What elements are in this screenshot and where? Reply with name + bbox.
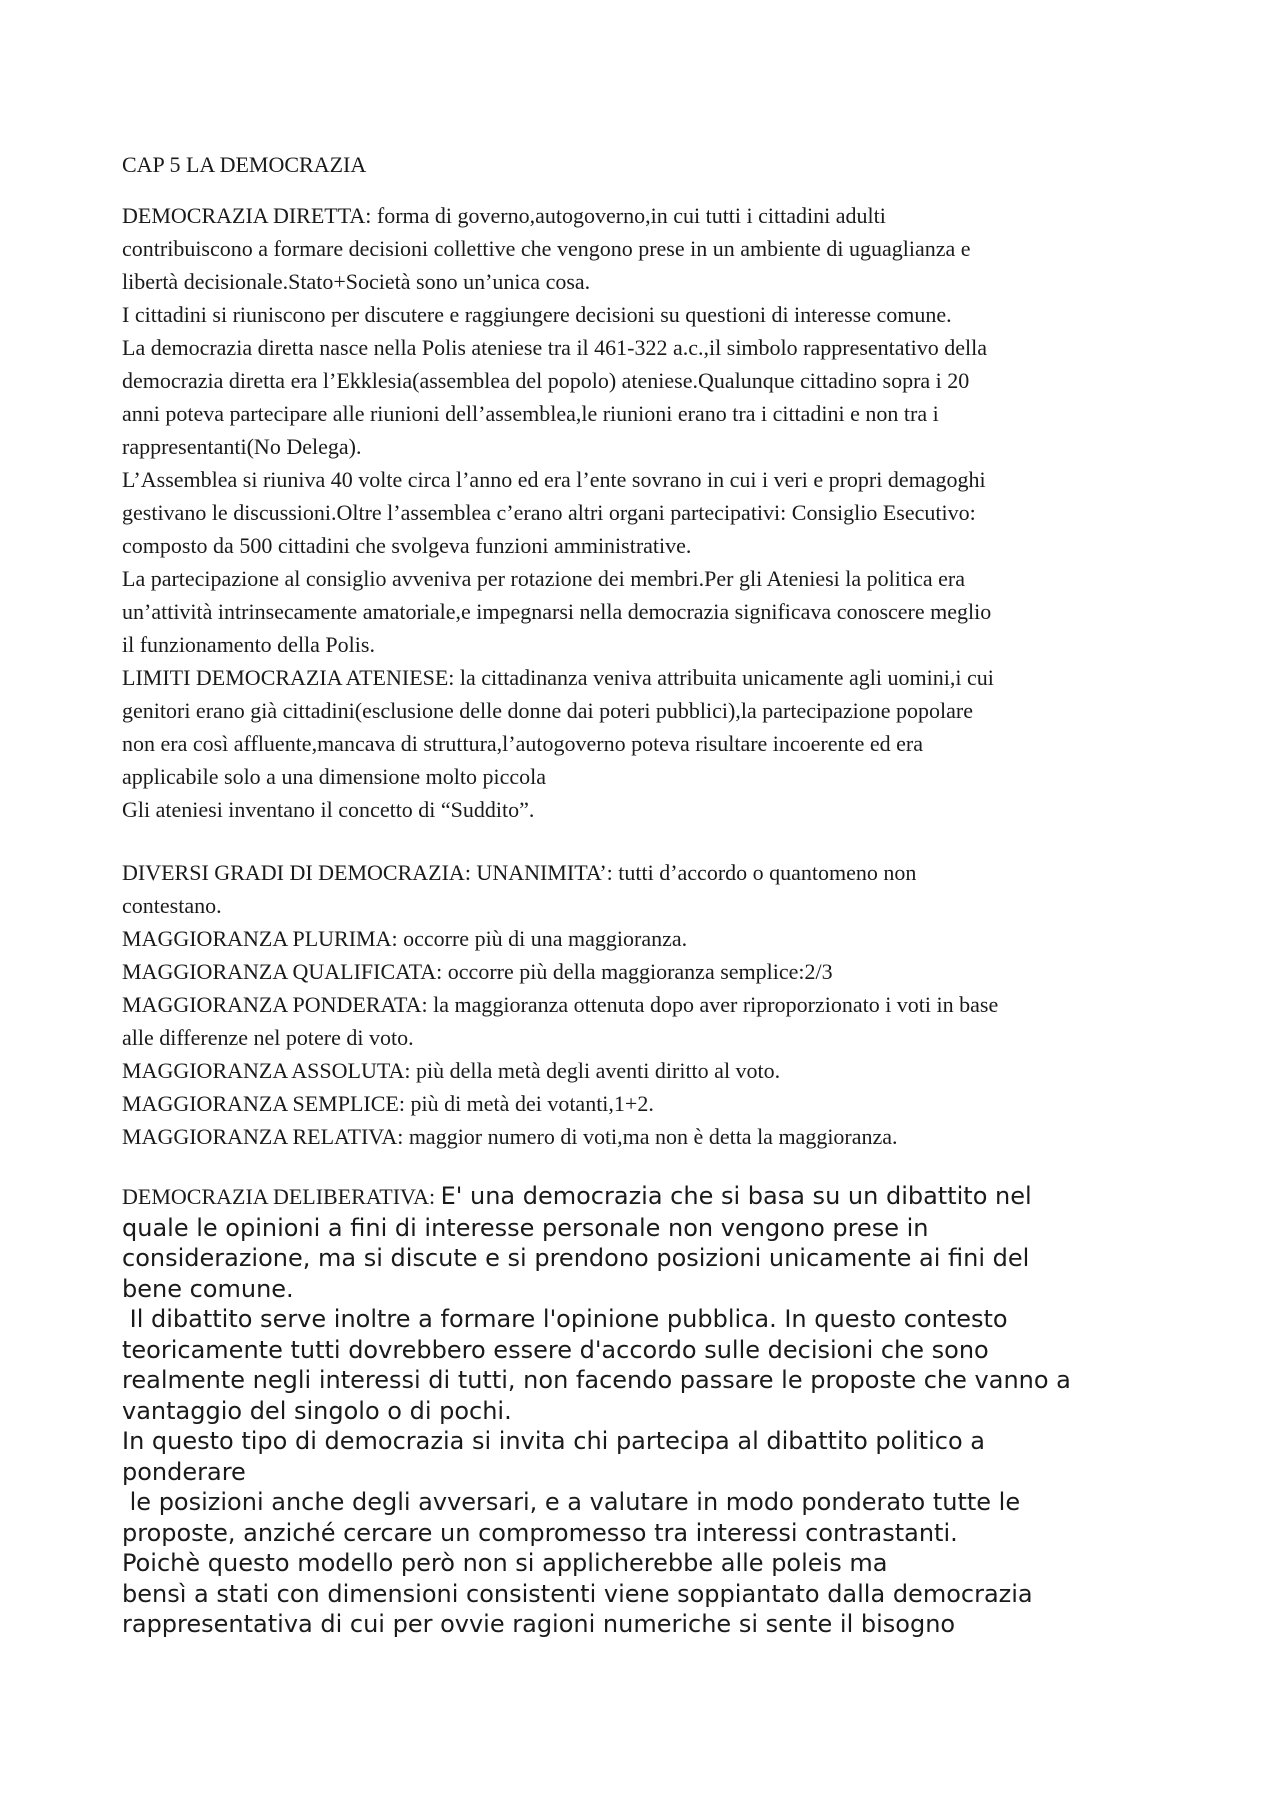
text-line: quale le opinioni a fini di interesse personale non vengono prese in bbox=[122, 1213, 929, 1242]
section-gradi-democrazia bbox=[122, 856, 1172, 1153]
page-title: CAP 5 LA DEMOCRAZIA bbox=[122, 152, 367, 177]
text-line: MAGGIORANZA SEMPLICE: più di metà dei votanti,1+2. bbox=[122, 1091, 654, 1116]
text-line bbox=[122, 1181, 1172, 1213]
text-line: genitori erano già cittadini(esclusione delle donne dai poteri pubblici),la partecipazione popolare bbox=[122, 698, 973, 723]
text-line: MAGGIORANZA PONDERATA: la maggioranza ottenuta dopo aver riproporzionato i voti in base bbox=[122, 992, 999, 1017]
text-line: Il dibattito serve inoltre a formare l'opinione pubblica. In questo contesto bbox=[122, 1305, 1008, 1333]
text-line: realmente negli interessi di tutti, non facendo passare le proposte che vanno a bbox=[122, 1366, 1071, 1394]
text-line: DEMOCRAZIA DIRETTA: forma di governo,autogoverno,in cui tutti i cittadini adulti bbox=[122, 203, 886, 228]
text-span: E' una democrazia che si basa su un dibattito nel bbox=[440, 1182, 1032, 1210]
text-line: DIVERSI GRADI DI DEMOCRAZIA: UNANIMITA’: tutti d’accordo o quantomeno non bbox=[122, 860, 917, 885]
text-line: Poichè questo modello però non si applicherebbe alle poleis ma bbox=[122, 1549, 888, 1577]
text-line: democrazia diretta era l’Ekklesia(assemblea del popolo) ateniese.Qualunque cittadino sopra i 20 bbox=[122, 368, 970, 393]
text-line: rappresentanti(No Delega). bbox=[122, 434, 362, 459]
text-line: alle differenze nel potere di voto. bbox=[122, 1025, 414, 1050]
text-line: MAGGIORANZA PLURIMA: occorre più di una maggioranza. bbox=[122, 926, 688, 951]
text-line: proposte, anziché cercare un compromesso tra interessi contrastanti. bbox=[122, 1518, 958, 1547]
section-heading: DEMOCRAZIA DELIBERATIVA: bbox=[122, 1184, 441, 1209]
text-line: gestivano le discussioni.Oltre l’assemblea c’erano altri organi partecipativi: Consiglio Esecutivo: bbox=[122, 500, 976, 525]
text-line: bene comune. bbox=[122, 1274, 294, 1303]
text-line: le posizioni anche degli avversari, e a valutare in modo ponderato tutte le bbox=[122, 1488, 1021, 1516]
text-line: contestano. bbox=[122, 893, 222, 918]
text-line: La democrazia diretta nasce nella Polis ateniese tra il 461-322 a.c.,il simbolo rappresentativo della bbox=[122, 335, 988, 360]
text-line: considerazione, ma si discute e si prendono posizioni unicamente ai fini del bbox=[122, 1244, 1030, 1272]
text-line: LIMITI DEMOCRAZIA ATENIESE: la cittadinanza veniva attribuita unicamente agli uomini,i cui bbox=[122, 665, 994, 690]
text-line: In questo tipo di democrazia si invita chi partecipa al dibattito politico a bbox=[122, 1427, 985, 1455]
paragraph-gap bbox=[122, 1153, 1172, 1181]
text-line: La partecipazione al consiglio avveniva per rotazione dei membri.Per gli Ateniesi la politica era bbox=[122, 566, 966, 591]
text-line: rappresentativa di cui per ovvie ragioni numeriche si sente il bisogno bbox=[122, 1610, 956, 1638]
text-line: MAGGIORANZA RELATIVA: maggior numero di voti,ma non è detta la maggioranza. bbox=[122, 1124, 898, 1149]
text-line: teoricamente tutti dovrebbero essere d'accordo sulle decisioni che sono bbox=[122, 1335, 989, 1364]
text-line: contribuiscono a formare decisioni collettive che vengono prese in un ambiente di uguaglianza e bbox=[122, 236, 971, 261]
text-line: Gli ateniesi inventano il concetto di “Suddito”. bbox=[122, 797, 535, 822]
section-democrazia-deliberativa bbox=[122, 1181, 1172, 1640]
text-line: applicabile solo a una dimensione molto piccola bbox=[122, 764, 546, 789]
text-line: MAGGIORANZA QUALIFICATA: occorre più della maggioranza semplice:2/3 bbox=[122, 959, 833, 984]
document-page bbox=[122, 148, 1172, 1640]
text-line: MAGGIORANZA ASSOLUTA: più della metà degli aventi diritto al voto. bbox=[122, 1058, 781, 1083]
section-democrazia-diretta bbox=[122, 199, 1172, 826]
text-line: L’Assemblea si riuniva 40 volte circa l’anno ed era l’ente sovrano in cui i veri e propri demagoghi bbox=[122, 467, 986, 492]
text-line: libertà decisionale.Stato+Società sono un’unica cosa. bbox=[122, 269, 591, 294]
text-line: il funzionamento della Polis. bbox=[122, 632, 375, 657]
text-line: anni poteva partecipare alle riunioni dell’assemblea,le riunioni erano tra i cittadini e non tra i bbox=[122, 401, 939, 426]
text-line: bensì a stati con dimensioni consistenti viene soppiantato dalla democrazia bbox=[122, 1579, 1033, 1608]
text-line: ponderare bbox=[122, 1457, 246, 1486]
text-line: vantaggio del singolo o di pochi. bbox=[122, 1396, 512, 1425]
text-line: un’attività intrinsecamente amatoriale,e impegnarsi nella democrazia significava conoscere meglio bbox=[122, 599, 992, 624]
text-line: non era così affluente,mancava di struttura,l’autogoverno poteva risultare incoerente ed era bbox=[122, 731, 924, 756]
text-line: I cittadini si riuniscono per discutere e raggiungere decisioni su questioni di interesse comune. bbox=[122, 302, 952, 327]
text-line: composto da 500 cittadini che svolgeva funzioni amministrative. bbox=[122, 533, 692, 558]
paragraph-gap bbox=[122, 826, 1172, 856]
